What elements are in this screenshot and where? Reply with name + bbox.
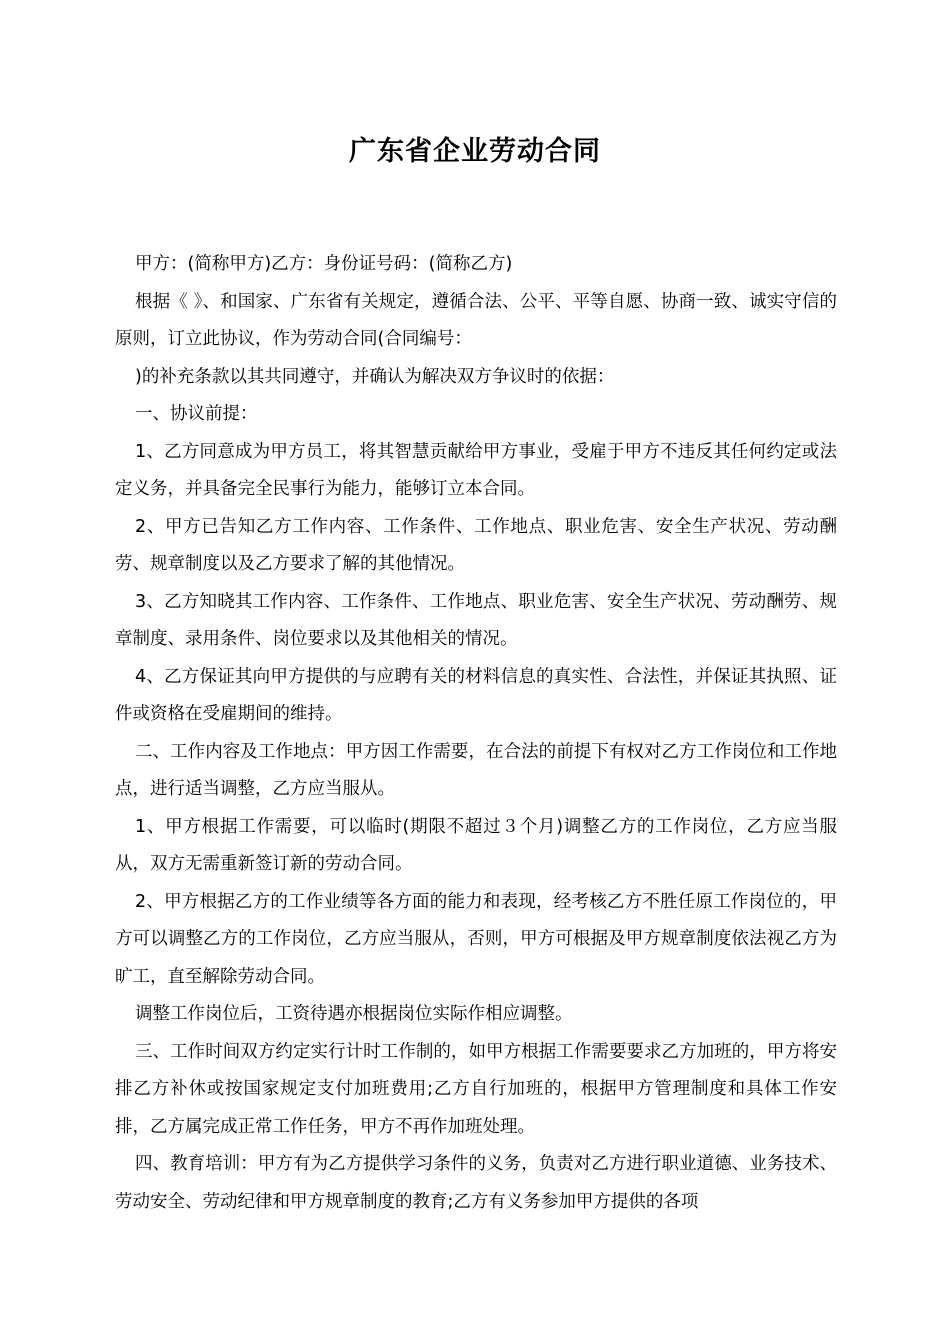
document-title: 广东省企业劳动合同 <box>349 136 601 167</box>
parties-paragraph: 甲方：(简称甲方)乙方：身份证号码：(简称乙方) <box>135 254 513 274</box>
section-work-content: 二、工作内容及工作地点：甲方因工作需要，在合法的前提下有权对乙方工作岗位和工作地点，进行适当调整，乙方应当服从。 <box>115 741 837 799</box>
premise-item-2: 2、甲方已告知乙方工作内容、工作条件、工作地点、职业危害、安全生产状况、劳动酬劳、规章制度以及乙方要求了解的其他情况。 <box>115 516 837 574</box>
document-body <box>115 246 837 1221</box>
premise-item-3: 3、乙方知晓其工作内容、工作条件、工作地点、职业危害、安全生产状况、劳动酬劳、规章制度、录用条件、岗位要求以及其他相关的情况。 <box>115 591 837 649</box>
premise-item-4: 4、乙方保证其向甲方提供的与应聘有关的材料信息的真实性、合法性，并保证其执照、证件或资格在受雇期间的维持。 <box>115 666 837 724</box>
section-heading-premise: 一、协议前提： <box>135 404 258 424</box>
section-working-hours: 三、工作时间双方约定实行计时工作制的，如甲方根据工作需要要求乙方加班的，甲方将安排乙方补休或按国家规定支付加班费用;乙方自行加班的，根据甲方管理制度和具体工作安排，乙方属完成正常工作任务，甲方不再作加班处理。 <box>115 1041 837 1137</box>
work-content-item-2: 2、甲方根据乙方的工作业绩等各方面的能力和表现，经考核乙方不胜任原工作岗位的，甲方可以调整乙方的工作岗位，乙方应当服从，否则，甲方可根据及甲方规章制度依法视乙方为旷工，直至解除劳动合同。 <box>115 891 837 987</box>
section-training: 四、教育培训：甲方有为乙方提供学习条件的义务，负责对乙方进行职业道德、业务技术、劳动安全、劳动纪律和甲方规章制度的教育;乙方有义务参加甲方提供的各项 <box>115 1154 837 1212</box>
premise-item-1: 1、乙方同意成为甲方员工，将其智慧贡献给甲方事业，受雇于甲方不违反其任何约定或法定义务，并具备完全民事行为能力，能够订立本合同。 <box>115 441 837 499</box>
position-adjustment-note: 调整工作岗位后，工资待遇亦根据岗位实际作相应调整。 <box>135 1004 573 1024</box>
basis-paragraph: 根据《 》、和国家、广东省有关规定，遵循合法、公平、平等自愿、协商一致、诚实守信的原则，订立此协议，作为劳动合同(合同编号： <box>115 291 837 349</box>
work-content-item-1: 1、甲方根据工作需要，可以临时(期限不超过３个月)调整乙方的工作岗位，乙方应当服从，双方无需重新签订新的劳动合同。 <box>115 816 837 874</box>
supplement-paragraph: )的补充条款以其共同遵守，并确认为解决双方争议时的依据： <box>135 366 615 387</box>
